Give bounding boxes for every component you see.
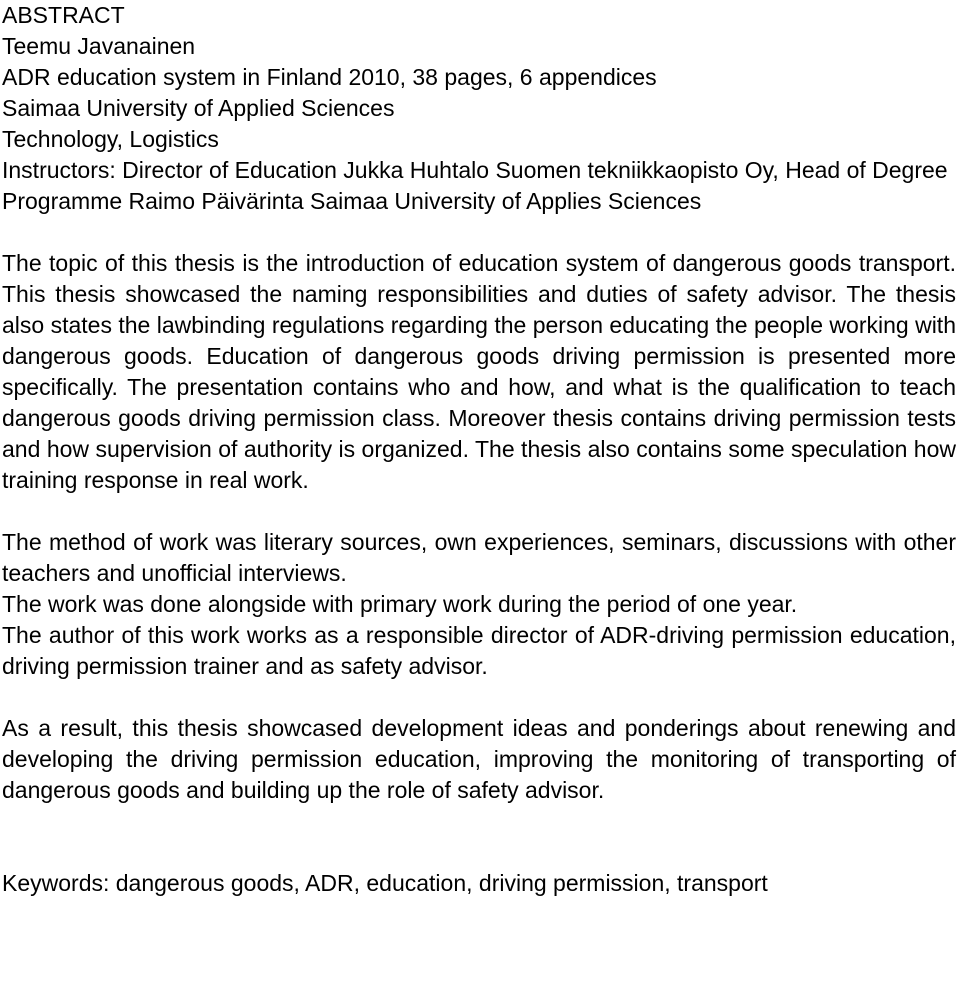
field-of-study: Technology, Logistics <box>2 126 219 152</box>
abstract-paragraph-topic: The topic of this thesis is the introduction of education system of dangerous goods transport. This thesis showcased the naming responsibilities and duties of safety advisor. The thesis also states the lawbinding regulations regarding the person educating the people working with dangerous goods. Education of dangerous goods driving permission is presented more specifically. The presentation contains who and how, and what is the qualification to teach dangerous goods driving permission class. Moreover thesis contains driving permission tests and how supervision of authority is organized. The thesis also contains some speculation how training response in real work. <box>2 250 956 493</box>
abstract-page <box>2 0 956 899</box>
abstract-heading: ABSTRACT <box>2 2 125 28</box>
abstract-paragraph-result: As a result, this thesis showcased development ideas and ponderings about renewing and developing the driving permission education, improving the monitoring of transporting of dangerous goods and building up the role of safety advisor. <box>2 715 956 803</box>
paragraph-spacer <box>2 806 956 868</box>
paragraph-spacer <box>2 217 956 248</box>
author-name: Teemu Javanainen <box>2 33 196 59</box>
institution-name: Saimaa University of Applied Sciences <box>2 95 395 121</box>
abstract-paragraph-duration: The work was done alongside with primary work during the period of one year. <box>2 591 798 617</box>
instructors-text: Instructors: Director of Education Jukka Huhtalo Suomen tekniikkaopisto Oy, Head of Degree Programme Raimo Päivärinta Saimaa University of Applies Sciences <box>2 157 948 214</box>
keywords-line: Keywords: dangerous goods, ADR, education, driving permission, transport <box>2 870 768 896</box>
paragraph-spacer <box>2 496 956 527</box>
abstract-paragraph-method: The method of work was literary sources, own experiences, seminars, discussions with other teachers and unofficial interviews. <box>2 529 956 586</box>
thesis-title-line: ADR education system in Finland 2010, 38 pages, 6 appendices <box>2 64 657 90</box>
paragraph-spacer <box>2 682 956 713</box>
abstract-paragraph-author-role: The author of this work works as a responsible director of ADR-driving permission education, driving permission trainer and as safety advisor. <box>2 622 956 679</box>
